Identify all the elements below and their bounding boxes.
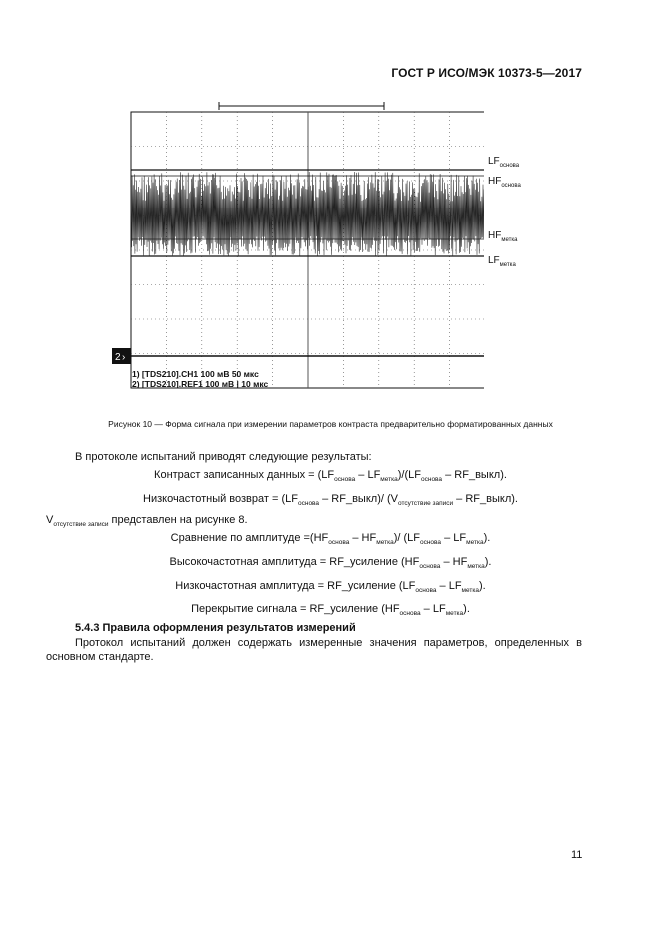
figure-caption: Рисунок 10 — Форма сигнала при измерении параметров контраста предварительно форматированных данных [108, 419, 553, 429]
formula-amp-compare: Сравнение по амплитуде $=(HF_{основа} - HF_{метка})/$ $(LF_{основа} - LF_{метка})$. [170, 532, 491, 546]
label-hf-base: $HF_{основа}$ [488, 176, 521, 189]
formula-lf-return: Низкочастотный возврат = ($LF_{основа}$ – RF_выкл)/ ($V_{отсутствие записи}$ – RF_выкл). [143, 493, 518, 507]
formula-hf-amp: Высокочастотная амплитуда = RF_усиление $(HF_{основа} - HF_{метка})$. [169, 556, 492, 570]
section-body: Протокол испытаний должен содержать измеренные значения параметров, определенных в основном стандарте. [46, 637, 582, 663]
formula-v-note: $V_{отсутствие записи}$ представлен на рисунке 8. [46, 514, 248, 528]
oscilloscope-screen [112, 96, 484, 392]
status-line-1: 1) [TDS210].CH1 100 мВ 50 мкс [132, 369, 259, 379]
formula-contrast: Контраст записанных данных = $(LF_{основа} - LF_{метка})/(LF_{основа}$ – RF_выкл). [154, 469, 507, 483]
time-bracket [219, 102, 384, 110]
oscilloscope-figure [112, 96, 521, 392]
channel-marker [112, 348, 131, 364]
section-heading: 5.4.3 Правила оформления результатов измерений [75, 622, 356, 634]
scope-grid [131, 112, 484, 388]
document-header: ГОСТ Р ИСО/МЭК 10373-5—2017 [391, 66, 582, 80]
channel-marker-label: 2 [115, 352, 121, 363]
formula-overlap: Перекрытие сигнала = RF_усиление $(HF_{основа} - LF_{метка})$. [191, 603, 470, 617]
page-number: 11 [571, 849, 583, 861]
formula-lf-amp: Низкочастотная амплитуда = RF_усиление $(LF_{основа} - LF_{метка})$. [175, 580, 486, 594]
results-intro: В протоколе испытаний приводят следующие результаты: [75, 451, 372, 463]
status-line-2: 2) [TDS210].REF1 100 мВ | 10 мкс [132, 379, 269, 389]
label-lf-base: $LF_{основа}$ [488, 156, 520, 169]
label-lf-mark: $LF_{метка}$ [488, 255, 516, 268]
svg-text:›: › [122, 352, 126, 363]
label-hf-mark: $HF_{метка}$ [488, 230, 518, 243]
